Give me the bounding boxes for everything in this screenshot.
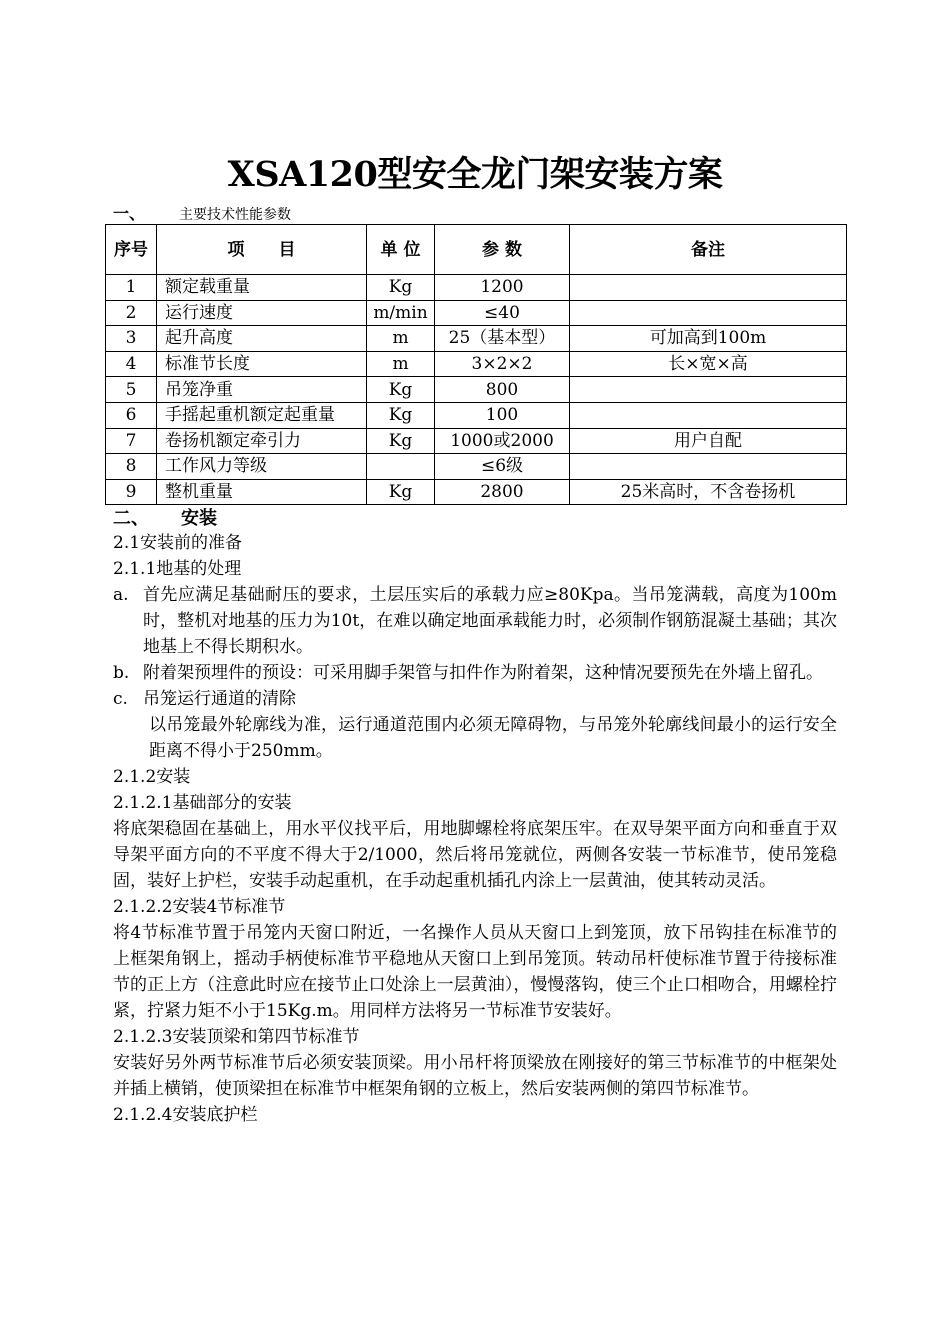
list-item-a <box>113 582 837 660</box>
cell-unit: m/min <box>367 300 435 326</box>
list-marker-a: a. <box>113 585 129 605</box>
cell-unit <box>367 454 435 480</box>
cell-seq: 5 <box>106 377 157 403</box>
cell-seq: 3 <box>106 326 157 352</box>
cell-seq: 7 <box>106 428 157 454</box>
cell-item: 工作风力等级 <box>157 454 367 480</box>
paragraph-2-1-2-1: 将底架稳固在基础上，用水平仪找平后，用地脚螺栓将底架压牢。在双导架平面方向和垂直于双导架平面方向的不平度不得大于2/1000，然后将吊笼就位，两侧各安装一节标准节，使吊笼稳固，装好上护栏，安装手动起重机，在手动起重机插孔内涂上一层黄油，使其转动灵活。 <box>113 819 837 891</box>
cell-item: 吊笼净重 <box>157 377 367 403</box>
cell-param: 3×2×2 <box>435 351 570 377</box>
cell-unit: Kg <box>367 275 435 301</box>
section-2-heading <box>113 506 217 532</box>
cell-unit: Kg <box>367 428 435 454</box>
header-unit: 单 位 <box>367 225 435 275</box>
cell-param: 1000或2000 <box>435 428 570 454</box>
table-row <box>106 479 847 505</box>
cell-remark: 可加高到100m <box>570 326 847 352</box>
cell-unit: Kg <box>367 377 435 403</box>
heading-2-1-2: 2.1.2安装 <box>113 767 191 787</box>
cell-remark: 用户自配 <box>570 428 847 454</box>
table-row <box>106 377 847 403</box>
header-remark: 备注 <box>570 225 847 275</box>
cell-remark <box>570 300 847 326</box>
cell-item: 标准节长度 <box>157 351 367 377</box>
cell-param: 100 <box>435 402 570 428</box>
cell-seq: 1 <box>106 275 157 301</box>
cell-remark <box>570 377 847 403</box>
heading-2-1-2-2: 2.1.2.2安装4节标准节 <box>113 897 286 917</box>
header-seq: 序号 <box>106 225 157 275</box>
cell-param: ≤40 <box>435 300 570 326</box>
header-param: 参 数 <box>435 225 570 275</box>
cell-seq: 2 <box>106 300 157 326</box>
list-text-c: 吊笼运行通道的清除 <box>143 689 296 709</box>
cell-seq: 8 <box>106 454 157 480</box>
spec-table <box>105 224 847 505</box>
list-text-b: 附着架预埋件的预设：可采用脚手架管与扣件作为附着架，这种情况要预先在外墙上留孔。 <box>143 663 823 683</box>
header-item: 项 目 <box>157 225 367 275</box>
list-text-a: 首先应满足基础耐压的要求，土层压实后的承载力应≥80Kpa。当吊笼满载，高度为100m时，整机对地基的压力为10t，在难以确定地面承载能力时，必须制作钢筋混凝土基础；其次地基上不得长期积水。 <box>143 585 837 657</box>
section-2-number: 二、 <box>113 508 149 529</box>
cell-seq: 4 <box>106 351 157 377</box>
cell-item: 卷扬机额定牵引力 <box>157 428 367 454</box>
heading-2-1-2-1: 2.1.2.1基础部分的安装 <box>113 793 292 813</box>
table-row <box>106 300 847 326</box>
list-item-b <box>113 660 837 686</box>
section-1-label: 主要技术性能参数 <box>179 207 291 223</box>
section-2-label: 安装 <box>181 508 217 529</box>
list-marker-c: c. <box>113 689 128 709</box>
table-row <box>106 351 847 377</box>
table-row <box>106 275 847 301</box>
cell-item: 整机重量 <box>157 479 367 505</box>
cell-item: 额定载重量 <box>157 275 367 301</box>
table-header-row <box>106 225 847 275</box>
cell-remark <box>570 454 847 480</box>
paragraph-2-1-2-2: 将4节标准节置于吊笼内天窗口附近，一名操作人员从天窗口上到笼顶，放下吊钩挂在标准节的上框架角钢上，摇动手柄使标准节平稳地从天窗口上到吊笼顶。转动吊杆使标准节置于待接标准节的正上方（注意此时应在接节止口处涂上一层黄油），慢慢落钩，使三个止口相吻合，用螺栓拧紧，拧紧力矩不小于15Kg.m。用同样方法将另一节标准节安装好。 <box>113 923 837 1021</box>
paragraph-2-1-2-3: 安装好另外两节标准节后必须安装顶梁。用小吊杆将顶梁放在刚接好的第三节标准节的中框架处并插上横销，使顶梁担在标准节中框架角钢的立板上，然后安装两侧的第四节标准节。 <box>113 1053 837 1099</box>
cell-unit: m <box>367 351 435 377</box>
cell-unit: Kg <box>367 479 435 505</box>
document-body <box>113 530 837 1128</box>
table-row <box>106 326 847 352</box>
cell-param: 25（基本型） <box>435 326 570 352</box>
cell-remark <box>570 275 847 301</box>
cell-remark: 长×宽×高 <box>570 351 847 377</box>
cell-seq: 6 <box>106 402 157 428</box>
table-row <box>106 402 847 428</box>
section-1-number: 一、 <box>113 204 146 223</box>
cell-item: 起升高度 <box>157 326 367 352</box>
cell-remark <box>570 402 847 428</box>
heading-2-1: 2.1安装前的准备 <box>113 533 243 553</box>
list-marker-b: b. <box>113 663 130 683</box>
section-1-heading <box>113 204 291 224</box>
list-item-c <box>113 686 837 712</box>
list-detail-c: 以吊笼最外轮廓线为准，运行通道范围内必须无障碍物，与吊笼外轮廓线间最小的运行安全距离不得小于250mm。 <box>149 715 837 761</box>
cell-param: 800 <box>435 377 570 403</box>
cell-unit: Kg <box>367 402 435 428</box>
cell-item: 手摇起重机额定起重量 <box>157 402 367 428</box>
table-row <box>106 428 847 454</box>
document-title: XSA120型安全龙门架安装方案 <box>227 154 723 195</box>
cell-param: ≤6级 <box>435 454 570 480</box>
heading-2-1-1: 2.1.1地基的处理 <box>113 559 242 579</box>
cell-remark: 25米高时，不含卷扬机 <box>570 479 847 505</box>
cell-unit: m <box>367 326 435 352</box>
cell-seq: 9 <box>106 479 157 505</box>
cell-param: 2800 <box>435 479 570 505</box>
table-row <box>106 454 847 480</box>
cell-param: 1200 <box>435 275 570 301</box>
heading-2-1-2-4: 2.1.2.4安装底护栏 <box>113 1105 258 1125</box>
cell-item: 运行速度 <box>157 300 367 326</box>
heading-2-1-2-3: 2.1.2.3安装顶梁和第四节标准节 <box>113 1027 360 1047</box>
